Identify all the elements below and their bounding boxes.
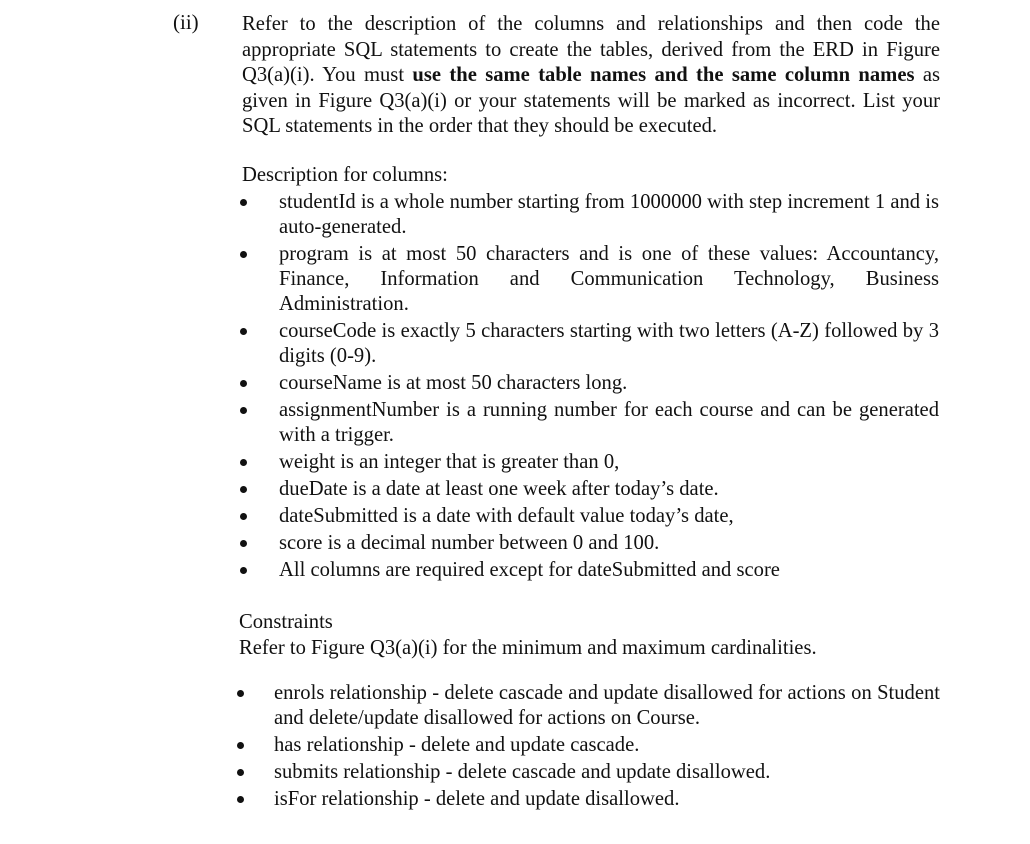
- list-item: dueDate is a date at least one week after today’s date.: [279, 477, 939, 502]
- intro-bold-text: use the same table names and the same column names: [412, 64, 915, 86]
- intro-text-part1: Refer to the description of the columns and relationships and then code the appropriate SQL statements to create the tables, derived from the ERD in Figure Q3(a)(i). You must: [242, 13, 940, 86]
- list-item: assignmentNumber is a running number for each course and can be generated with a trigger.: [279, 399, 939, 446]
- list-item: submits relationship - delete cascade and update disallowed.: [274, 760, 940, 785]
- list-item: courseName is at most 50 characters long.: [279, 371, 939, 396]
- constraints-heading: Constraints: [239, 611, 333, 633]
- columns-heading: Description for columns:: [242, 164, 448, 186]
- list-item: courseCode is exactly 5 characters starting with two letters (A-Z) followed by 3 digits (0-9).: [279, 320, 939, 367]
- list-item: isFor relationship - delete and update disallowed.: [274, 787, 940, 812]
- constraints-list: [274, 681, 940, 814]
- constraints-subheading: Refer to Figure Q3(a)(i) for the minimum and maximum cardinalities.: [239, 637, 817, 659]
- list-item: weight is an integer that is greater than 0,: [279, 450, 939, 475]
- list-item: program is at most 50 characters and is one of these values: Accountancy, Finance, Information and Communication Technology, Business Administration.: [279, 243, 939, 315]
- list-item: studentId is a whole number starting from 1000000 with step increment 1 and is auto-generated.: [279, 191, 939, 238]
- list-item: dateSubmitted is a date with default value today’s date,: [279, 504, 939, 529]
- list-item: enrols relationship - delete cascade and update disallowed for actions on Student and delete/update disallowed for actions on Course.: [274, 682, 940, 729]
- question-number: (ii): [173, 10, 199, 34]
- list-item: has relationship - delete and update cascade.: [274, 733, 940, 758]
- list-item: All columns are required except for dateSubmitted and score: [279, 558, 939, 583]
- intro-text-part2: as given in Figure Q3(a)(i) or your statements will be marked as incorrect. List your SQL statements in the order that they should be executed.: [242, 64, 941, 137]
- list-item: score is a decimal number between 0 and 100.: [279, 531, 939, 556]
- question-intro: [242, 12, 940, 140]
- columns-list: [279, 190, 939, 585]
